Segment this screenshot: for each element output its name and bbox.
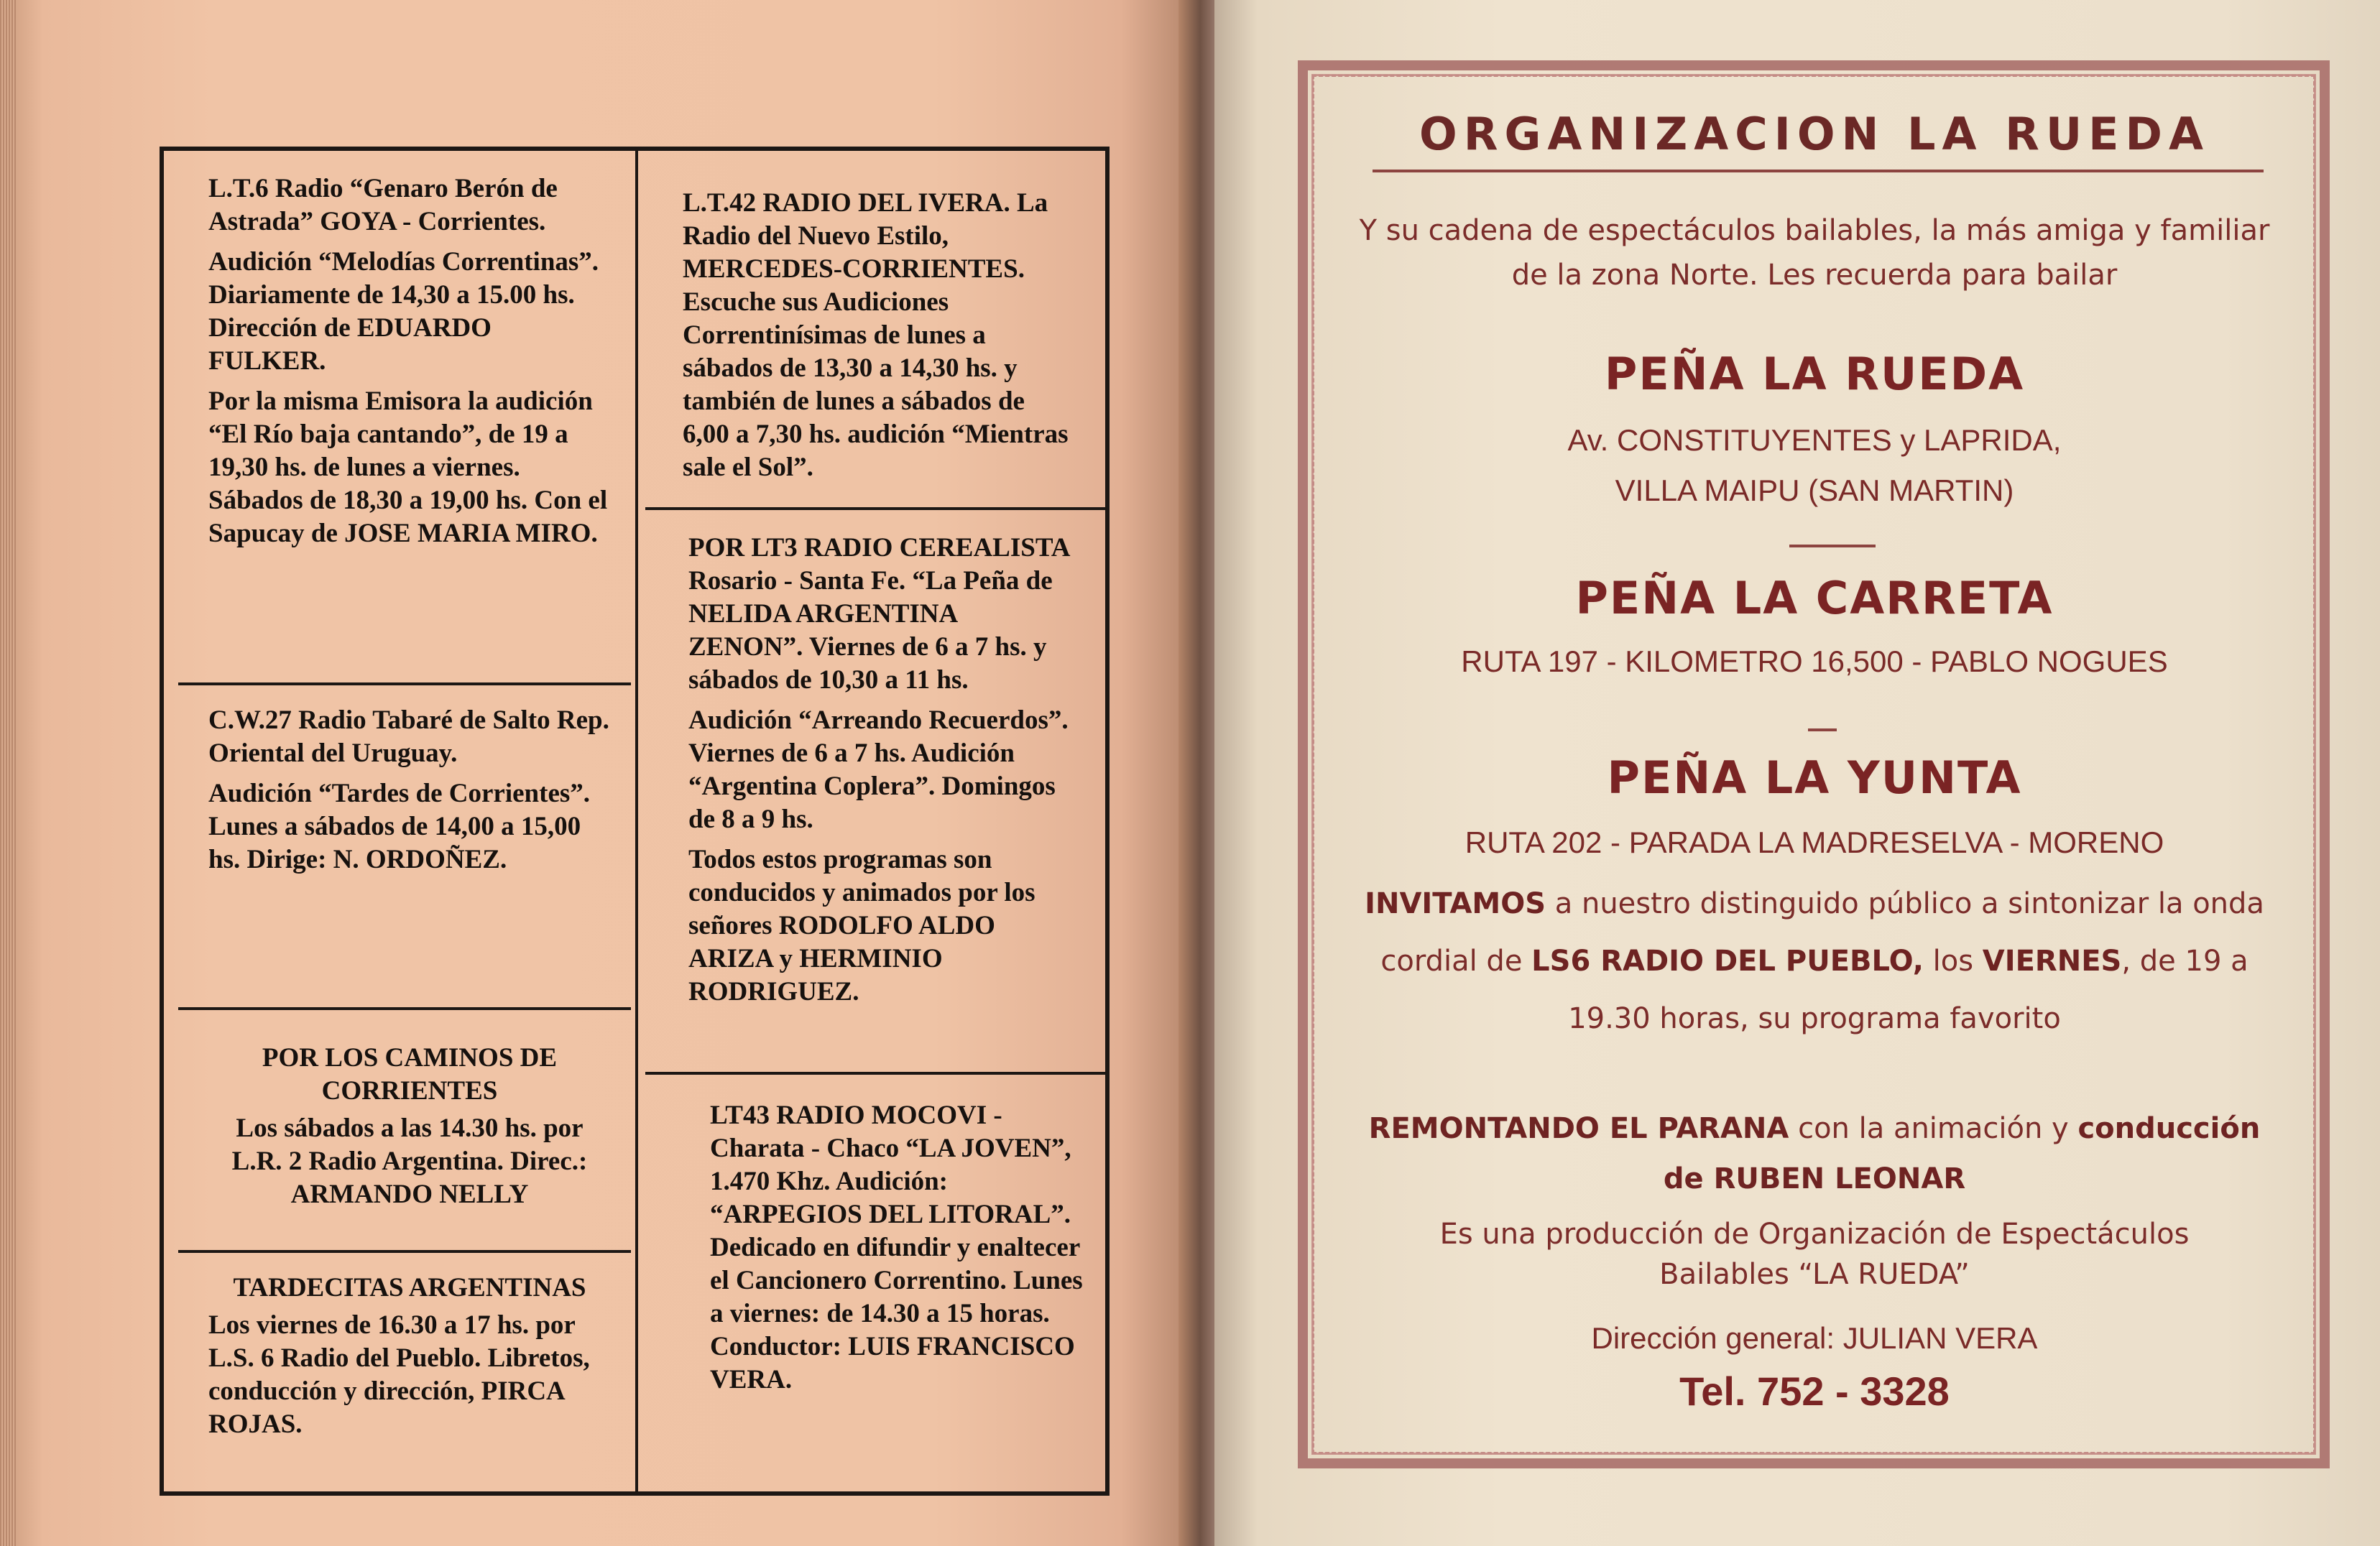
listing-paragraph: LT43 RADIO MOCOVI - Charata - Chaco “LA JOVEN”, 1.470 Khz. Audición: “ARPEGIOS DEL LITORAL”. Dedicado en difundir y enaltecer el Cancionero Correntino. Lunes a viernes: de 14.30 a 15 horas. Conductor: LUIS FRANCISCO VERA.: [710, 1101, 1083, 1394]
listing-title: POR LOS CAMINOS DE CORRIENTES: [262, 1043, 558, 1106]
title-underline: [1373, 170, 2264, 172]
listing-lt42: [683, 187, 1071, 491]
intro-text: Y su cadena de espectáculos bailables, la más amiga y familiar de la zona Norte. Les recuerda para bailar: [1359, 214, 2270, 292]
program-text: [1358, 1103, 2271, 1204]
station-name: LS6 RADIO DEL PUEBLO,: [1531, 945, 1924, 978]
listing-caminos: [208, 1042, 611, 1218]
separator: [1789, 545, 1876, 547]
invitation-text: [1358, 875, 2271, 1047]
program-name: REMONTANDO EL PARANA: [1368, 1112, 1789, 1145]
listing-lt43: [710, 1099, 1091, 1404]
venue-name: PEÑA LA CARRETA: [1575, 572, 2054, 624]
rule: [178, 1007, 631, 1010]
rule: [178, 682, 631, 685]
listing-lt6: [208, 172, 611, 557]
invite-text: a nuestro distinguido público a sintonizar la onda cordial de: [1380, 887, 2264, 978]
production-credit: Es una producción de Organización de Espectáculos Bailables “LA RUEDA”: [1439, 1218, 2190, 1291]
program-host: RUBEN LEONAR: [1703, 1162, 1966, 1195]
listing-paragraph: L.T.42 RADIO DEL IVERA. La Radio del Nuevo Estilo, MERCEDES-CORRIENTES. Escuche sus Audiciones Correntinísimas de lunes a sábados de 13,30 a 14,30 hs. y también de lunes a sábados de 6,00 a 7,30 hs. audición “Mientras sale el Sol”.: [683, 188, 1069, 482]
venue-name: PEÑA LA RUEDA: [1604, 348, 2025, 400]
invite-day: VIERNES: [1982, 945, 2122, 978]
listing-paragraph: POR LT3 RADIO CEREALISTA Rosario - Santa Fe. “La Peña de NELIDA ARGENTINA ZENON”. Viernes de 6 a 7 hs. y sábados de 10,30 a 11 hs.: [688, 533, 1069, 695]
organization-title: ORGANIZACION LA RUEDA: [1419, 108, 2210, 160]
rule: [645, 1072, 1105, 1075]
listing-paragraph: Audición “Arreando Recuerdos”. Viernes de 6 a 7 hs. Audición “Argentina Coplera”. Domingos de 8 a 9 hs.: [688, 705, 1069, 834]
listing-paragraph: Los sábados a las 14.30 hs. por L.R. 2 Radio Argentina. Direc.: ARMANDO NELLY: [231, 1114, 588, 1209]
listing-paragraph: Por la misma Emisora la audición “El Río baja cantando”, de 19 a 19,30 hs. de lunes a viernes. Sábados de 18,30 a 19,00 hs. Con el Sapucay de JOSE MARIA MIRO.: [208, 386, 608, 548]
listing-paragraph: C.W.27 Radio Tabaré de Salto Rep. Oriental del Uruguay.: [208, 705, 609, 768]
listing-paragraph: L.T.6 Radio “Genaro Berón de Astrada” GOYA - Corrientes.: [208, 174, 558, 236]
listing-paragraph: Todos estos programas son conducidos y animados por los señores RODOLFO ALDO ARIZA y HERMINIO RODRIGUEZ.: [688, 845, 1036, 1006]
venue-name: PEÑA LA YUNTA: [1607, 751, 2022, 804]
venue-address: RUTA 202 - PARADA LA MADRESELVA - MORENO: [1465, 825, 2164, 859]
program-text-1: con la animación y: [1789, 1112, 2078, 1145]
listing-paragraph: Los viernes de 16.30 a 17 hs. por L.S. 6 Radio del Pueblo. Libretos, conducción y dirección, PIRCA ROJAS.: [208, 1310, 590, 1439]
invite-schedule-pre: los: [1923, 945, 1983, 978]
listing-tardecitas: [208, 1272, 611, 1448]
listing-lt3: [688, 532, 1076, 1016]
separator: [1808, 728, 1837, 731]
direction-credit: Dirección general: JULIAN VERA: [1591, 1321, 2038, 1355]
right-page: [1214, 0, 2380, 1546]
invite-lead: INVITAMOS: [1365, 887, 1546, 920]
venue-address: VILLA MAIPU (SAN MARTIN): [1615, 473, 2014, 507]
invite-schedule-post: , de 19 a 19.30 horas, su programa favorito: [1568, 945, 2248, 1035]
rule: [178, 1250, 631, 1253]
listing-title: TARDECITAS ARGENTINAS: [233, 1273, 586, 1302]
radio-listings-frame: [160, 147, 1110, 1496]
venue-address: RUTA 197 - KILOMETRO 16,500 - PABLO NOGUES: [1461, 644, 2168, 678]
phone-number: Tel. 752 - 3328: [1679, 1369, 1950, 1414]
listing-paragraph: Audición “Melodías Correntinas”. Diariamente de 14,30 a 15.00 hs. Dirección de EDUARDO FULKER.: [208, 247, 599, 376]
rule: [645, 507, 1105, 510]
venue-address: Av. CONSTITUYENTES y LAPRIDA,: [1567, 423, 2062, 457]
listing-cw27: [208, 704, 611, 884]
page-edge: [0, 0, 16, 1546]
program-text-2: conducción de: [1663, 1112, 2261, 1195]
column-divider: [635, 151, 638, 1491]
listing-paragraph: Audición “Tardes de Corrientes”. Lunes a sábados de 14,00 a 15,00 hs. Dirige: N. ORDOÑEZ.: [208, 779, 591, 874]
